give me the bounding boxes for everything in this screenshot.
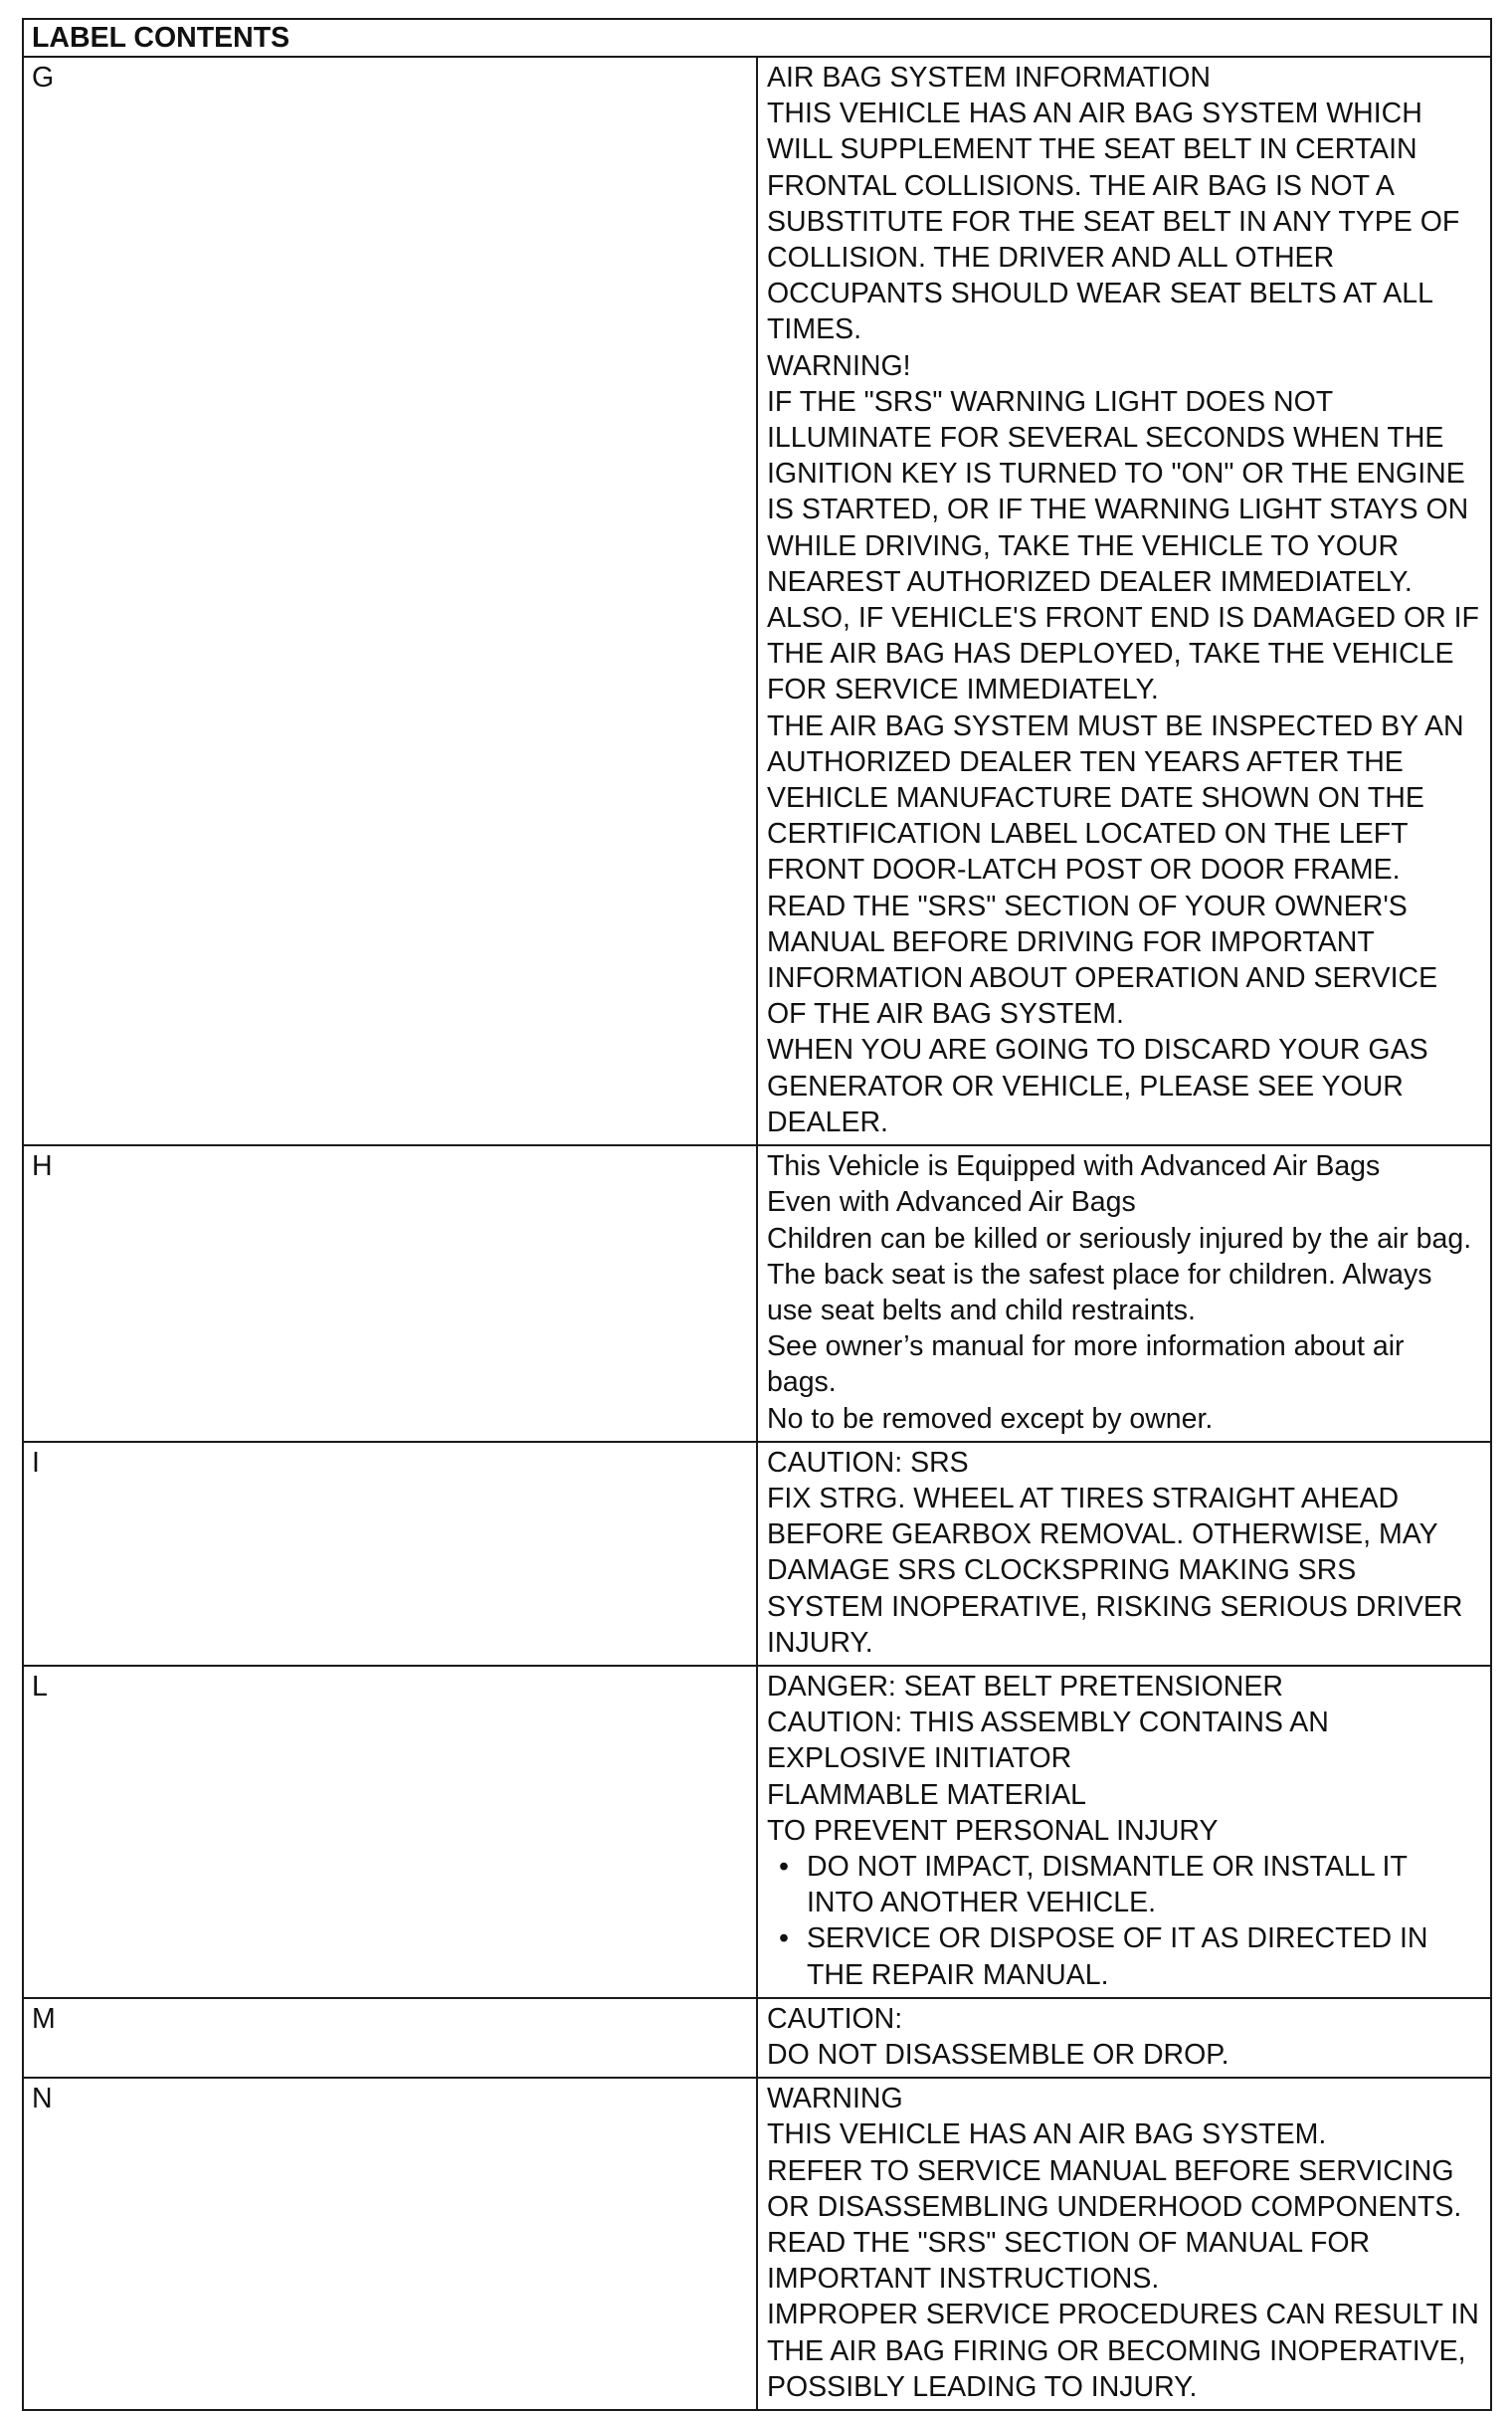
label-contents-table xyxy=(22,18,1492,2411)
label-text-line: WARNING xyxy=(767,2083,903,2115)
bullet-item xyxy=(767,1920,1480,1992)
label-text-line: WHEN YOU ARE GOING TO DISCARD YOUR GAS GENERATOR OR VEHICLE, PLEASE SEE YOUR DEALER. xyxy=(767,1034,1428,1138)
label-text-line: See owner’s manual for more information about air bags. xyxy=(767,1330,1405,1399)
label-content-cell xyxy=(757,1145,1491,1442)
label-text-line: IF THE "SRS" WARNING LIGHT DOES NOT ILLUMINATE FOR SEVERAL SECONDS WHEN THE IGNITION KEY IS TURNED TO "ON" OR THE ENGINE IS STARTED, OR IF THE WARNING LIGHT STAYS ON WHILE DRIVING, TAKE THE VEHICLE TO YOUR NEAREST AUTHORIZED DEALER IMMEDIATELY. ALSO, IF VEHICLE'S FRONT END IS DAMAGED OR IF THE AIR BAG HAS DEPLOYED, TAKE THE VEHICLE FOR SERVICE IMMEDIATELY. xyxy=(767,385,1479,706)
table-row xyxy=(23,1666,1491,1998)
table-header-row xyxy=(23,19,1491,57)
table-row xyxy=(23,1145,1491,1442)
label-text-line: AIR BAG SYSTEM INFORMATION xyxy=(767,62,1212,94)
label-content-cell xyxy=(757,1666,1491,1998)
table-row xyxy=(23,1442,1491,1666)
bullet-item xyxy=(767,1849,1480,1920)
table-body xyxy=(23,19,1491,2410)
label-content-cell xyxy=(757,1442,1491,1666)
label-text-line: Children can be killed or seriously injured by the air bag. The back seat is the safest place for children. Always use seat belts and child restraints. xyxy=(767,1222,1472,1326)
label-text-line: THIS VEHICLE HAS AN AIR BAG SYSTEM. xyxy=(767,2118,1327,2151)
table-row xyxy=(23,2078,1491,2410)
label-text-line: FLAMMABLE MATERIAL xyxy=(767,1778,1086,1811)
label-code-cell: H xyxy=(23,1145,757,1442)
label-text-line: DANGER: SEAT BELT PRETENSIONER xyxy=(767,1670,1283,1703)
table-row xyxy=(23,1998,1491,2078)
label-code-cell: G xyxy=(23,57,757,1145)
label-code-cell: L xyxy=(23,1666,757,1998)
label-content-cell xyxy=(757,2078,1491,2410)
label-content-cell xyxy=(757,1998,1491,2078)
label-text-line: DO NOT DISASSEMBLE OR DROP. xyxy=(767,2038,1229,2071)
label-text-line: CAUTION: SRS xyxy=(767,1446,969,1479)
table-header: LABEL CONTENTS xyxy=(23,19,1491,57)
label-content-cell xyxy=(757,57,1491,1145)
bullet-icon: • xyxy=(779,1850,789,1883)
table-row xyxy=(23,57,1491,1145)
label-text-line: READ THE "SRS" SECTION OF MANUAL FOR IMPORTANT INSTRUCTIONS. xyxy=(767,2226,1371,2296)
label-code-cell: N xyxy=(23,2078,757,2410)
label-text-line: This Vehicle is Equipped with Advanced Air Bags xyxy=(767,1150,1381,1183)
bullet-text: DO NOT IMPACT, DISMANTLE OR INSTALL IT INTO ANOTHER VEHICLE. xyxy=(807,1850,1408,1919)
label-text-line: WARNING! xyxy=(767,349,911,382)
label-text-line: THIS VEHICLE HAS AN AIR BAG SYSTEM WHICH WILL SUPPLEMENT THE SEAT BELT IN CERTAIN FRONTAL COLLISIONS. THE AIR BAG IS NOT A SUBSTITUTE FOR THE SEAT BELT IN ANY TYPE OF COLLISION. THE DRIVER AND ALL OTHER OCCUPANTS SHOULD WEAR SEAT BELTS AT ALL TIMES. xyxy=(767,98,1460,346)
label-text-line: REFER TO SERVICE MANUAL BEFORE SERVICING OR DISASSEMBLING UNDERHOOD COMPONENTS. xyxy=(767,2154,1462,2223)
label-text-line: CAUTION: xyxy=(767,2002,903,2035)
label-text-line: No to be removed except by owner. xyxy=(767,1402,1214,1435)
label-text-line: THE AIR BAG SYSTEM MUST BE INSPECTED BY AN AUTHORIZED DEALER TEN YEARS AFTER THE VEHICLE MANUFACTURE DATE SHOWN ON THE CERTIFICATION LABEL LOCATED ON THE LEFT FRONT DOOR-LATCH POST OR DOOR FRAME. xyxy=(767,709,1464,887)
label-text-line: CAUTION: THIS ASSEMBLY CONTAINS AN EXPLOSIVE INITIATOR xyxy=(767,1707,1329,1775)
label-code-cell: I xyxy=(23,1442,757,1666)
label-code-cell: M xyxy=(23,1998,757,2078)
bullet-text: SERVICE OR DISPOSE OF IT AS DIRECTED IN THE REPAIR MANUAL. xyxy=(807,1922,1428,1991)
bullet-icon: • xyxy=(779,1922,789,1955)
label-text-line: Even with Advanced Air Bags xyxy=(767,1186,1136,1219)
label-text-line: FIX STRG. WHEEL AT TIRES STRAIGHT AHEAD BEFORE GEARBOX REMOVAL. OTHERWISE, MAY DAMAGE SRS CLOCKSPRING MAKING SRS SYSTEM INOPERATIVE, RISKING SERIOUS DRIVER INJURY. xyxy=(767,1482,1463,1659)
label-text-line: IMPROPER SERVICE PROCEDURES CAN RESULT IN THE AIR BAG FIRING OR BECOMING INOPERATIVE, POSSIBLY LEADING TO INJURY. xyxy=(767,2299,1479,2403)
label-text-line: READ THE "SRS" SECTION OF YOUR OWNER'S MANUAL BEFORE DRIVING FOR IMPORTANT INFORMATION ABOUT OPERATION AND SERVICE OF THE AIR BAG SYSTEM. xyxy=(767,890,1438,1031)
label-text-line: TO PREVENT PERSONAL INJURY xyxy=(767,1814,1219,1847)
